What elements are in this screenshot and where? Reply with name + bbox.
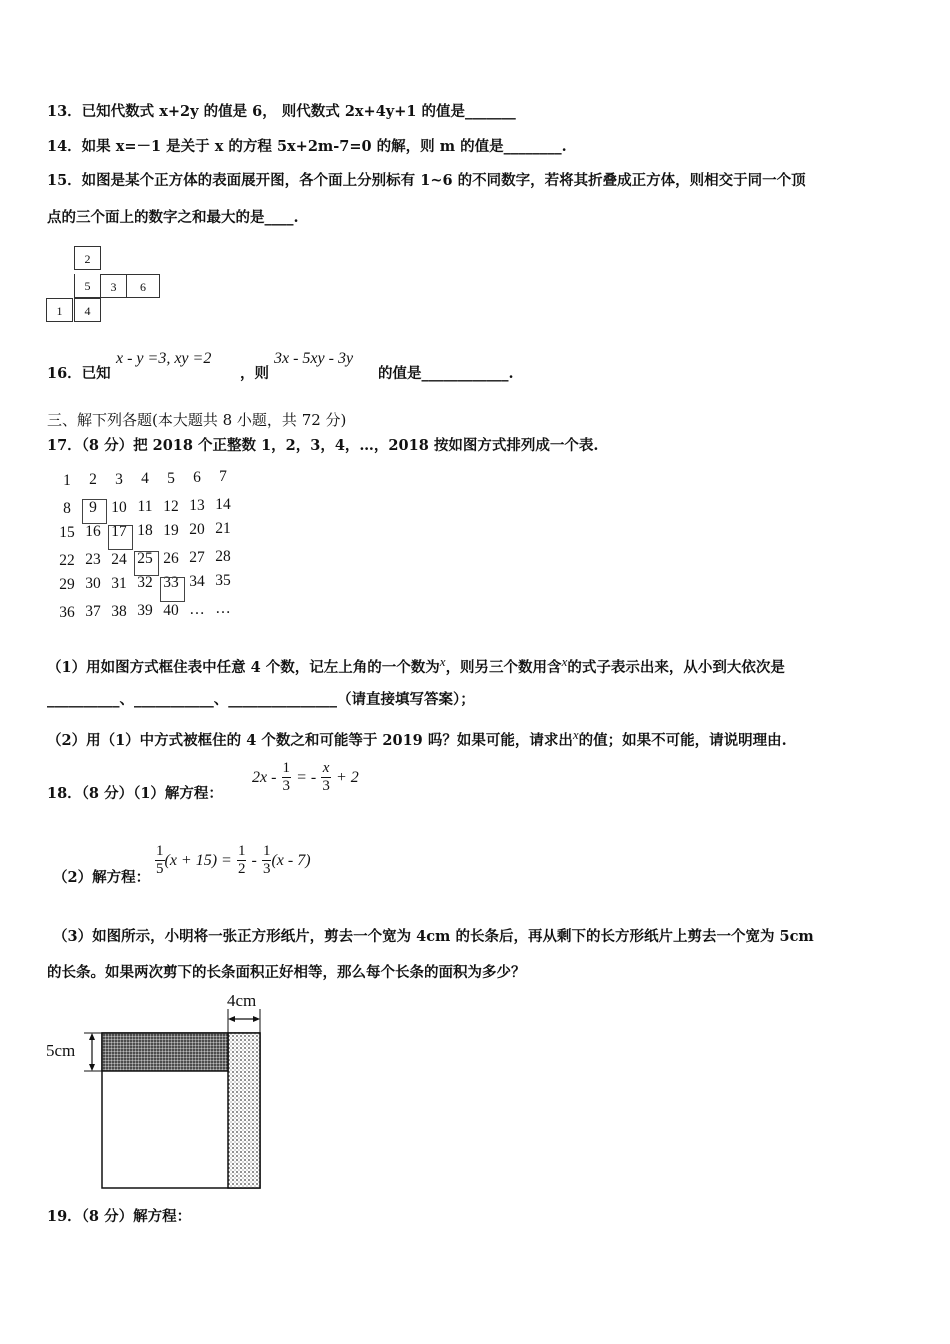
table-cell: 25	[137, 550, 153, 568]
table-cell: 23	[85, 551, 101, 569]
denominator: 3	[282, 778, 291, 794]
q17-part2-text-b: 的值；如果不可能，请说明理由.	[578, 731, 787, 749]
q18-part3-line2: 的长条。如果两次剪下的长条面积正好相等，那么每个长条的面积为多少？	[47, 964, 526, 981]
fraction	[155, 843, 165, 878]
q17-part1-line1	[47, 652, 785, 678]
q18-part2-label: （2）解方程：	[53, 869, 151, 886]
table-cell: 1	[63, 472, 71, 489]
table-cell: 29	[59, 576, 75, 593]
eq1-term: + 2	[335, 769, 359, 786]
table-cell: 31	[111, 574, 127, 592]
eq2-term: (x - 7)	[271, 852, 311, 869]
net-face: 5	[74, 274, 101, 298]
variable-x: x	[572, 727, 579, 742]
table-cell: 2	[89, 471, 97, 489]
eq2-term: (x + 15) =	[164, 852, 232, 869]
table-cell: …	[215, 600, 231, 618]
table-cell: 28	[215, 548, 231, 566]
section-3-heading: 三、解下列各题(本大题共 8 小题，共 72 分)	[47, 411, 347, 429]
eq1-term: 2x -	[252, 769, 277, 786]
net-face: 1	[46, 298, 73, 322]
table-cell: 35	[215, 572, 231, 590]
table-cell: …	[189, 601, 205, 618]
table-cell: 6	[193, 469, 201, 486]
q18-equation-2	[155, 843, 311, 878]
denominator: 2	[237, 861, 246, 877]
eq1-term: = -	[296, 769, 317, 786]
table-cell: 11	[137, 498, 153, 516]
q17-part2	[47, 725, 787, 751]
denominator: 3	[322, 778, 330, 794]
table-cell: 33	[163, 573, 179, 591]
frame-box	[108, 522, 133, 550]
net-face: 3	[100, 274, 127, 298]
table-cell: 4	[141, 470, 149, 488]
question-15-line1: 15．如图是某个正方体的表面展开图，各个面上分别标有 1~6 的不同数字，若将其折叠成正方体，则相交于同一个顶	[47, 172, 806, 189]
strip-4cm	[228, 1033, 260, 1188]
table-cell: 39	[137, 602, 153, 620]
strip-5cm	[102, 1033, 228, 1071]
label-5cm: 5cm	[46, 1041, 76, 1060]
numerator: x	[322, 760, 330, 776]
net-face: 4	[74, 298, 101, 322]
eq2-term: -	[251, 852, 257, 869]
frame-box	[134, 551, 159, 576]
q17-part1-text-c: 的式子表示出来，从小到大依次是	[567, 658, 785, 676]
label-4cm: 4cm	[227, 991, 257, 1010]
question-13: 13．已知代数式 x+2y 的值是 6， 则代数式 2x+4y+1 的值是_______	[47, 103, 516, 120]
table-cell: 8	[63, 500, 71, 517]
frame-box	[82, 499, 107, 524]
table-cell: 12	[163, 497, 179, 515]
q17-part1-line2: __________、___________、_______________（请直接填写答案）；	[47, 691, 475, 708]
table-cell: 15	[59, 524, 75, 541]
question-16	[47, 364, 111, 384]
table-cell: 5	[167, 469, 175, 487]
table-cell: 30	[85, 575, 101, 593]
table-cell: 17	[111, 522, 127, 540]
table-cell: 13	[189, 497, 205, 514]
numerator: 1	[237, 843, 246, 859]
fraction	[321, 760, 331, 795]
table-cell: 21	[215, 520, 231, 538]
table-cell: 20	[189, 521, 205, 538]
table-cell: 37	[85, 603, 101, 621]
table-cell: 40	[163, 601, 179, 619]
table-cell: 22	[59, 552, 75, 569]
numerator: 1	[282, 760, 291, 776]
question-15-line2: 点的三个面上的数字之和最大的是____.	[47, 209, 299, 226]
cube-net-figure	[46, 246, 161, 326]
diagram-svg	[40, 995, 280, 1195]
table-cell: 9	[89, 499, 97, 517]
numerator: 1	[156, 843, 164, 859]
table-cell: 19	[163, 521, 179, 539]
table-cell: 14	[215, 496, 231, 514]
q16-expression: 3x - 5xy - 3y	[274, 350, 354, 367]
question-17-stem: 17．（8 分）把 2018 个正整数 1，2，3，4，…，2018 按如图方式排列成一个表.	[47, 437, 599, 454]
q16-suffix: 的值是____________.	[378, 365, 514, 382]
question-14: 14．如果 x=－1 是关于 x 的方程 5x+2m-7=0 的解，则 m 的值是________.	[47, 138, 567, 155]
q17-part2-text-a: （2）用（1）中方式被框住的 4 个数之和可能等于 2019 吗？如果可能，请求出	[47, 731, 573, 749]
q16-prefix: 16．已知	[47, 365, 111, 382]
variable-x: x	[439, 654, 446, 669]
fraction	[237, 843, 247, 878]
table-cell: 24	[111, 550, 127, 568]
variable-x: x	[561, 654, 568, 669]
table-cell: 38	[111, 602, 127, 620]
table-cell: 34	[189, 573, 205, 590]
denominator: 3	[262, 861, 271, 877]
table-cell: 32	[137, 574, 153, 592]
table-cell: 27	[189, 549, 205, 566]
q16-given: x - y =3, xy =2	[116, 350, 212, 367]
net-face: 6	[126, 274, 160, 298]
table-cell: 18	[137, 522, 153, 540]
paper-strip-diagram	[40, 991, 280, 1195]
table-cell: 7	[219, 468, 227, 486]
question-19: 19．（8 分）解方程：	[47, 1208, 192, 1225]
q18-part1-label: 18．（8 分）（1）解方程：	[47, 785, 223, 802]
fraction	[282, 760, 292, 795]
q18-equation-1	[252, 760, 359, 795]
table-cell: 10	[111, 498, 127, 516]
table-cell: 26	[163, 549, 179, 567]
denominator: 5	[156, 861, 164, 877]
q18-part3-line1: （3）如图所示，小明将一张正方形纸片，剪去一个宽为 4cm 的长条后，再从剩下的长方形纸片上剪去一个宽为 5cm	[53, 928, 814, 945]
q17-part1-text-b: ，则另三个数用含	[445, 658, 562, 676]
table-cell: 3	[115, 470, 123, 488]
table-cell: 16	[85, 523, 101, 541]
frame-box	[160, 577, 185, 602]
q16-mid: ，则	[240, 365, 269, 382]
numerator: 1	[262, 843, 271, 859]
net-face: 2	[74, 246, 101, 270]
table-cell: 36	[59, 604, 75, 621]
q17-part1-text-a: （1）用如图方式框住表中任意 4 个数，记左上角的一个数为	[47, 658, 440, 676]
